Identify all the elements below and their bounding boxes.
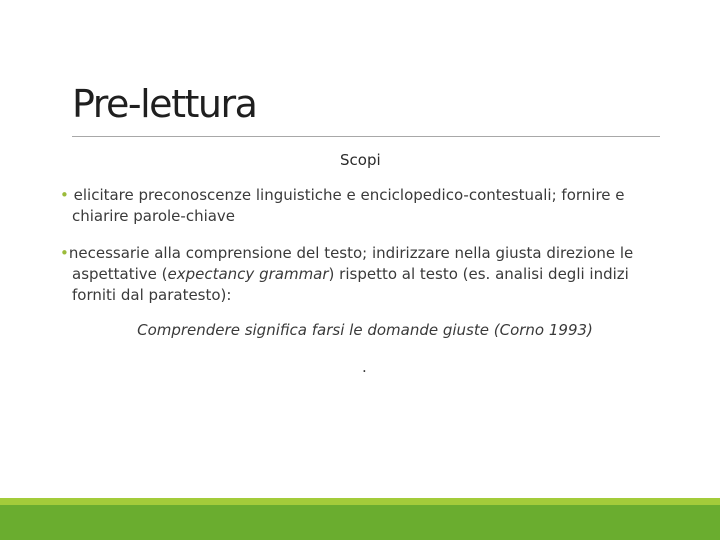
bullet-text-after: ) rispetto al testo (es. analisi degli indizi forniti dal paratesto): bbox=[72, 265, 629, 304]
title-divider bbox=[72, 136, 660, 137]
trailing-period: . bbox=[362, 358, 367, 376]
bullet-item-1 bbox=[60, 185, 677, 227]
slide-title: Pre-lettura bbox=[72, 82, 257, 126]
footer-band-light bbox=[0, 498, 720, 505]
bullet-text: elicitare preconoscenze linguistiche e enciclopedico-contestuali; fornire e chiarire parole-chiave bbox=[68, 186, 625, 225]
footer-band-dark bbox=[0, 505, 720, 540]
bullet-marker: • bbox=[60, 186, 69, 204]
bullet-item-2 bbox=[60, 243, 677, 306]
bullet-text-before: necessarie alla comprensione del testo; indirizzare nella giusta direzione le aspettative ( bbox=[68, 244, 634, 283]
bullet-marker: • bbox=[60, 244, 69, 262]
bullet-text-italic: expectancy grammar bbox=[167, 265, 329, 283]
slide-subtitle: Scopi bbox=[340, 151, 381, 169]
quote: Comprendere significa farsi le domande giuste (Corno 1993) bbox=[137, 321, 593, 339]
